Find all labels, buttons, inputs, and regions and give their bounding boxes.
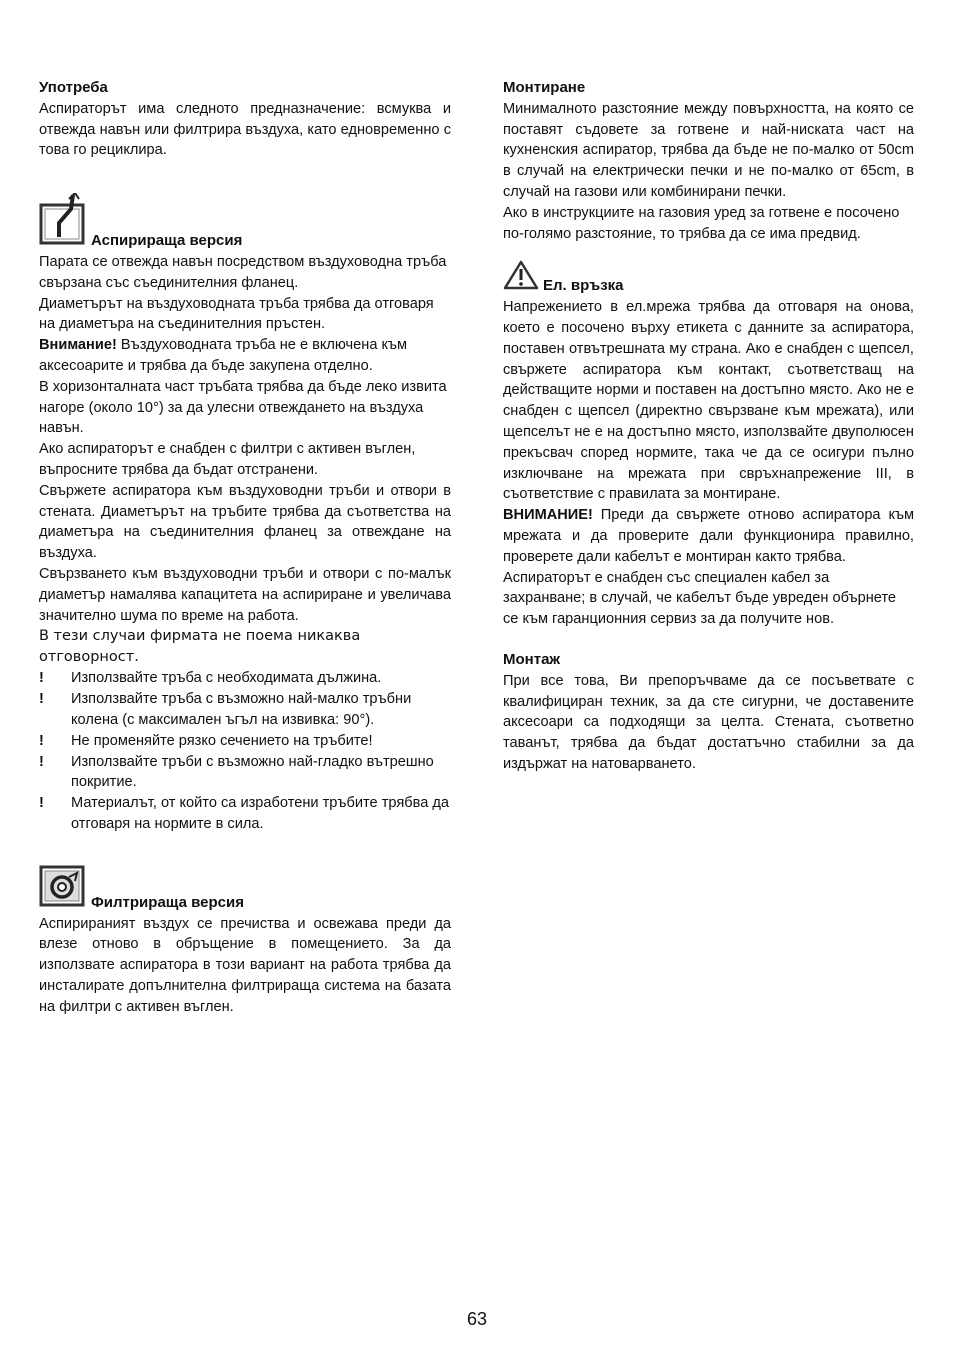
warning-label: Внимание! xyxy=(39,337,117,354)
aspirating-p5: Ако аспираторът е снабден с филтри с активен въглен, въпросните трябва да бъдат отстранени. xyxy=(39,441,416,478)
mounting-heading: Монтиране xyxy=(503,79,586,96)
aspirating-heading-row xyxy=(39,193,451,252)
exclamation-mark: ! xyxy=(39,753,44,770)
electric-p3: Аспираторът е снабден със специален кабел за захранване; в случай, че кабелът бъде увреден обърнете се към гаранционния сервиз за да получите нов. xyxy=(503,569,897,628)
electric-heading: Ел. връзка xyxy=(543,277,624,295)
exclamation-mark: ! xyxy=(39,691,44,708)
use-heading: Употреба xyxy=(39,79,108,96)
exclamation-mark: ! xyxy=(39,670,44,687)
list-item xyxy=(39,793,451,835)
aspirating-p1: Парата се отвежда навън посредством въздуховодна тръба свързана със съединителния фланец. xyxy=(39,253,447,291)
aspirating-p6: Свържете аспиратора към въздуховодни тръби и отвори в стената. Диаметърът на тръбите трябва да съответства на диаметъра на съединителния фланец за отвеждане на въздуха. xyxy=(39,482,451,562)
list-item-text: Материалът, от който са изработени тръбите трябва да отговаря на нормите в сила. xyxy=(71,795,450,832)
list-item-text: Не променяйте рязко сечението на тръбите! xyxy=(71,732,373,749)
aspirating-p8: В тези случаи фирмата не поема никаква отговорност. xyxy=(39,628,361,666)
filtering-heading-row xyxy=(39,865,451,914)
list-item-text: Използвайте тръба с необходимата дължина. xyxy=(71,670,382,687)
aspirating-p3 xyxy=(39,335,451,377)
left-column xyxy=(39,78,451,1017)
exclamation-mark: ! xyxy=(39,795,44,812)
aspirating-p3-text: Въздуховодната тръба не е включена към аксесоарите и трябва да бъде закупена отделно. xyxy=(39,337,408,374)
list-item xyxy=(39,668,451,689)
aspirating-heading: Аспирираща версия xyxy=(91,232,243,250)
mounting-p2: Ако в инструкциите на газовия уред за готвене е посочено по-голямо разстояние, то трябва да се има предвид. xyxy=(503,204,900,242)
page-number: 63 xyxy=(466,1309,488,1329)
electric-p1: Напрежението в ел.мрежа трябва да отговаря на онова, което е посочено върху етикета с данните за аспиратора, поставен отвътрешната му страна. Ако е снабден с щепсел, свържете аспиратора към контакт, съответстващ на действащите норми и поставен на достъпно място. Ако не е снабден с щепсел (директно свързване към мрежата), или щепселът не е на достъпно място, използвайте двуполюсен прекъсвач според нормите, така че да се осигури пълно изключване на мрежата при свръхнапрежение III, в съответствие с правилата за монтиране. xyxy=(503,299,914,503)
warning-triangle-icon xyxy=(503,260,539,297)
filtering-heading: Филтрираща версия xyxy=(91,893,244,911)
mounting-p1: Минималното разстояние между повърхността, на която се поставят съдовете за готвене и най-ниската част на кухненския аспиратор, трябва да бъде не по-малко от 50cm в случай на електрически печки и не по-малко от 65cm, в случай на газови или комбинирани печки. xyxy=(503,100,914,200)
aspirating-p7: Свързването към въздуховодни тръби и отвори с по-малък диаметър намалява капацитета на аспириране и увеличава значително шума по време на работа. xyxy=(39,565,451,624)
filtering-text: Аспирираният въздух се пречиства и освежава преди да влезе отново в обръщение в помещението. За да използвате аспиратора в този вариант на работа трябва да инсталирате допълнителна филтрираща система на базата на филтри с активен въглен. xyxy=(39,915,451,1015)
warning-label-caps: ВНИМАНИЕ! xyxy=(503,507,593,524)
recirculation-filter-icon xyxy=(39,865,87,914)
electric-p2-text: Преди да свържете отново аспиратора към мрежата и да проверите дали функционира правилно, проверете дали кабелът е монтиран както трябва. xyxy=(503,507,914,565)
installation-heading: Монтаж xyxy=(503,650,561,668)
list-item xyxy=(39,752,451,794)
duct-outlet-icon xyxy=(39,193,87,252)
aspirating-p4: В хоризонталната част тръбата трябва да бъде леко извита нагоре (около 10°) за да улесни отвеждането на въздуха навън. xyxy=(39,378,447,437)
use-text: Аспираторът има следното предназначение: всмуква и отвежда навън или филтрира въздуха, като едновременно с това го рециклира. xyxy=(39,100,451,159)
aspirating-p2: Диаметърът на въздуховодната тръба трябва да отговаря на диаметъра на съединителния пръстен. xyxy=(39,295,434,333)
list-item-text: Използвайте тръба с възможно най-малко тръбни колена (с максимален ъгъл на извивка: 90°). xyxy=(71,691,412,728)
right-column xyxy=(503,78,914,775)
electric-heading-row xyxy=(503,260,914,297)
exclamation-mark: ! xyxy=(39,732,44,749)
list-item-text: Използвайте тръби с възможно най-гладко вътрешно покритие. xyxy=(71,753,434,791)
list-item xyxy=(39,731,451,752)
installation-text: При все това, Ви препоръчваме да се посъветвате с квалифициран техник, за да сте сигурни, че доставените аксесоари са подходящи за целта. Стената, съответно таванът, трябва да бъдат достатъчно стабилни за да издържат на натоварването. xyxy=(503,672,914,772)
pipe-rules-list xyxy=(39,668,451,834)
electric-p2 xyxy=(503,505,914,567)
list-item xyxy=(39,689,451,731)
